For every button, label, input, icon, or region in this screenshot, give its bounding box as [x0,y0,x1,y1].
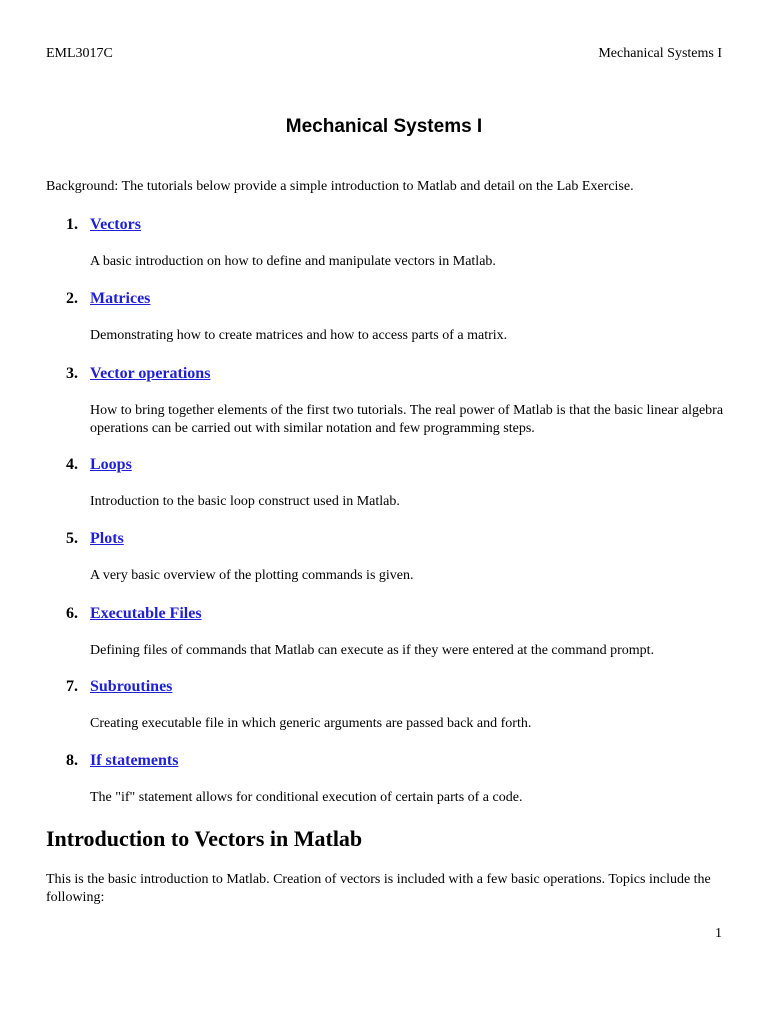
item-description: Defining files of commands that Matlab can execute as if they were entered at the command prompt. [90,643,655,658]
item-number: 1. [66,216,78,233]
page-title: Mechanical Systems I [285,116,483,137]
item-description: A basic introduction on how to define and manipulate vectors in Matlab. [90,254,496,269]
item-description: How to bring together elements of the first two tutorials. The real power of Matlab is that the basic linear algebra operations can be carried out with similar notation and few programming steps. [90,403,724,436]
section-paragraph: This is the basic introduction to Matlab. Creation of vectors is included with a few basic operations. Topics include the following: [46,872,711,905]
item-number: 4. [66,456,78,473]
link-loops[interactable]: Loops [90,456,132,473]
link-if-statements[interactable]: If statements [90,752,179,769]
item-description: A very basic overview of the plotting commands is given. [90,568,414,583]
link-vector-operations[interactable]: Vector operations [90,365,211,382]
item-description: The "if" statement allows for conditional execution of certain parts of a code. [90,790,523,805]
item-description: Demonstrating how to create matrices and how to access parts of a matrix. [90,328,508,343]
item-description: Introduction to the basic loop construct used in Matlab. [90,494,400,509]
item-number: 5. [66,530,78,547]
item-number: 7. [66,678,78,695]
item-number: 3. [66,365,78,382]
background-intro: Background: The tutorials below provide a simple introduction to Matlab and detail on the Lab Exercise. [46,179,634,194]
item-number: 6. [66,605,78,622]
section-heading: Introduction to Vectors in Matlab [46,826,363,851]
link-plots[interactable]: Plots [90,530,124,547]
item-description: Creating executable file in which generic arguments are passed back and forth. [90,716,532,731]
running-header-course: EML3017C [46,46,113,61]
item-number: 8. [66,752,78,769]
link-subroutines[interactable]: Subroutines [90,678,173,695]
item-number: 2. [66,290,78,307]
link-vectors[interactable]: Vectors [90,216,141,233]
link-executable-files[interactable]: Executable Files [90,605,202,622]
page-number: 1 [715,926,722,941]
running-header-title: Mechanical Systems I [598,46,722,61]
link-matrices[interactable]: Matrices [90,290,151,307]
